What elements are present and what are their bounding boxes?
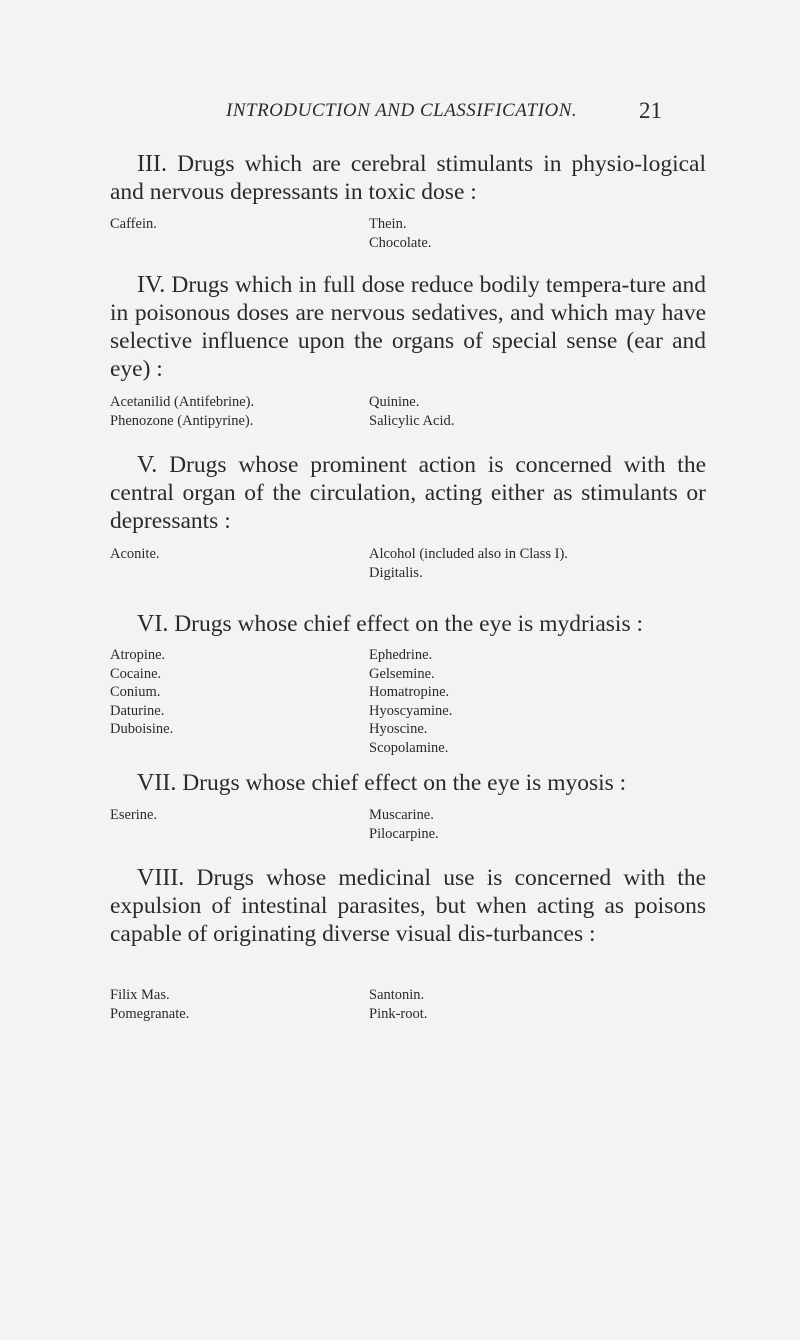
section-viii-left-column (110, 986, 189, 1023)
section-iii-right-column (369, 215, 431, 252)
section-viii-right-column (369, 986, 427, 1023)
drug-item: Gelsemine. (369, 665, 435, 682)
drug-item: Duboisine. (110, 721, 174, 737)
drug-item: Alcohol (included also in Class I). (369, 546, 568, 562)
section-vii-numeral: VII. (137, 770, 177, 796)
section-viii-paragraph (110, 864, 706, 948)
section-vii-paragraph (110, 769, 706, 797)
section-iii-left-column (110, 215, 157, 234)
drug-item: Salicylic Acid. (369, 412, 455, 429)
running-head (226, 100, 726, 140)
drug-item: Digitalis. (369, 564, 423, 581)
section-vi-text: Drugs whose chief effect on the eye is mydriasis : (174, 611, 643, 637)
drug-item: Atropine. (110, 647, 166, 663)
drug-item: Ephedrine. (369, 647, 433, 663)
section-vi-right-column (369, 646, 452, 757)
section-iii-numeral: III. (137, 151, 167, 177)
section-iv-right-column (369, 393, 454, 430)
section-iii-paragraph (110, 150, 706, 206)
drug-item: Homatropine. (369, 684, 450, 700)
section-iv-paragraph (110, 271, 706, 383)
section-vi-left-column (110, 646, 173, 739)
drug-item: Aconite. (110, 546, 160, 562)
drug-item: Pink-root. (369, 1005, 428, 1022)
drug-item: Chocolate. (369, 234, 432, 251)
drug-item: Filix Mas. (110, 987, 170, 1003)
drug-item: Acetanilid (Antifebrine). (110, 394, 255, 410)
section-v-paragraph (110, 451, 706, 535)
running-head-title: INTRODUCTION AND CLASSIFICATION. (226, 100, 578, 121)
section-iv-text: Drugs which in full dose reduce bodily tempera-ture and in poisonous doses are nervous sedatives, and which may have selective influence upon the organs of special sense (ear and eye) : (110, 272, 706, 382)
drug-item: Pilocarpine. (369, 825, 439, 842)
drug-item: Santonin. (369, 987, 425, 1003)
section-iv-numeral: IV. (137, 272, 166, 298)
drug-item: Scopolamine. (369, 739, 449, 756)
section-v-left-column (110, 545, 160, 564)
drug-item: Hyoscyamine. (369, 702, 453, 719)
section-vi-paragraph (110, 610, 706, 638)
drug-item: Phenozone (Antipyrine). (110, 412, 254, 429)
section-vii-right-column (369, 806, 439, 843)
drug-item: Daturine. (110, 702, 165, 719)
section-viii-text: Drugs whose medicinal use is concerned with the expulsion of intestinal parasites, but when acting as poisons capable of originating diverse visual dis-turbances : (110, 865, 706, 947)
section-iii-text: Drugs which are cerebral stimulants in physio-logical and nervous depressants in toxic dose : (110, 151, 707, 205)
drug-item: Eserine. (110, 807, 158, 823)
drug-item: Muscarine. (369, 807, 434, 823)
section-v-right-column (369, 545, 568, 582)
drug-item: Conium. (110, 684, 161, 700)
section-iv-left-column (110, 393, 254, 430)
drug-item: Quinine. (369, 394, 420, 410)
drug-item: Pomegranate. (110, 1005, 190, 1022)
page-number: 21 (639, 98, 662, 123)
section-vi-numeral: VI. (137, 611, 169, 637)
section-vii-left-column (110, 806, 157, 825)
section-vii-text: Drugs whose chief effect on the eye is myosis : (182, 770, 627, 796)
drug-item: Thein. (369, 216, 407, 232)
drug-item: Caffein. (110, 216, 157, 232)
section-v-numeral: V. (137, 452, 158, 478)
section-viii-numeral: VIII. (137, 865, 185, 891)
section-v-text: Drugs whose prominent action is concerned with the central organ of the circulation, acting either as stimulants or depressants : (110, 452, 707, 534)
drug-item: Hyoscine. (369, 721, 428, 737)
drug-item: Cocaine. (110, 665, 162, 682)
